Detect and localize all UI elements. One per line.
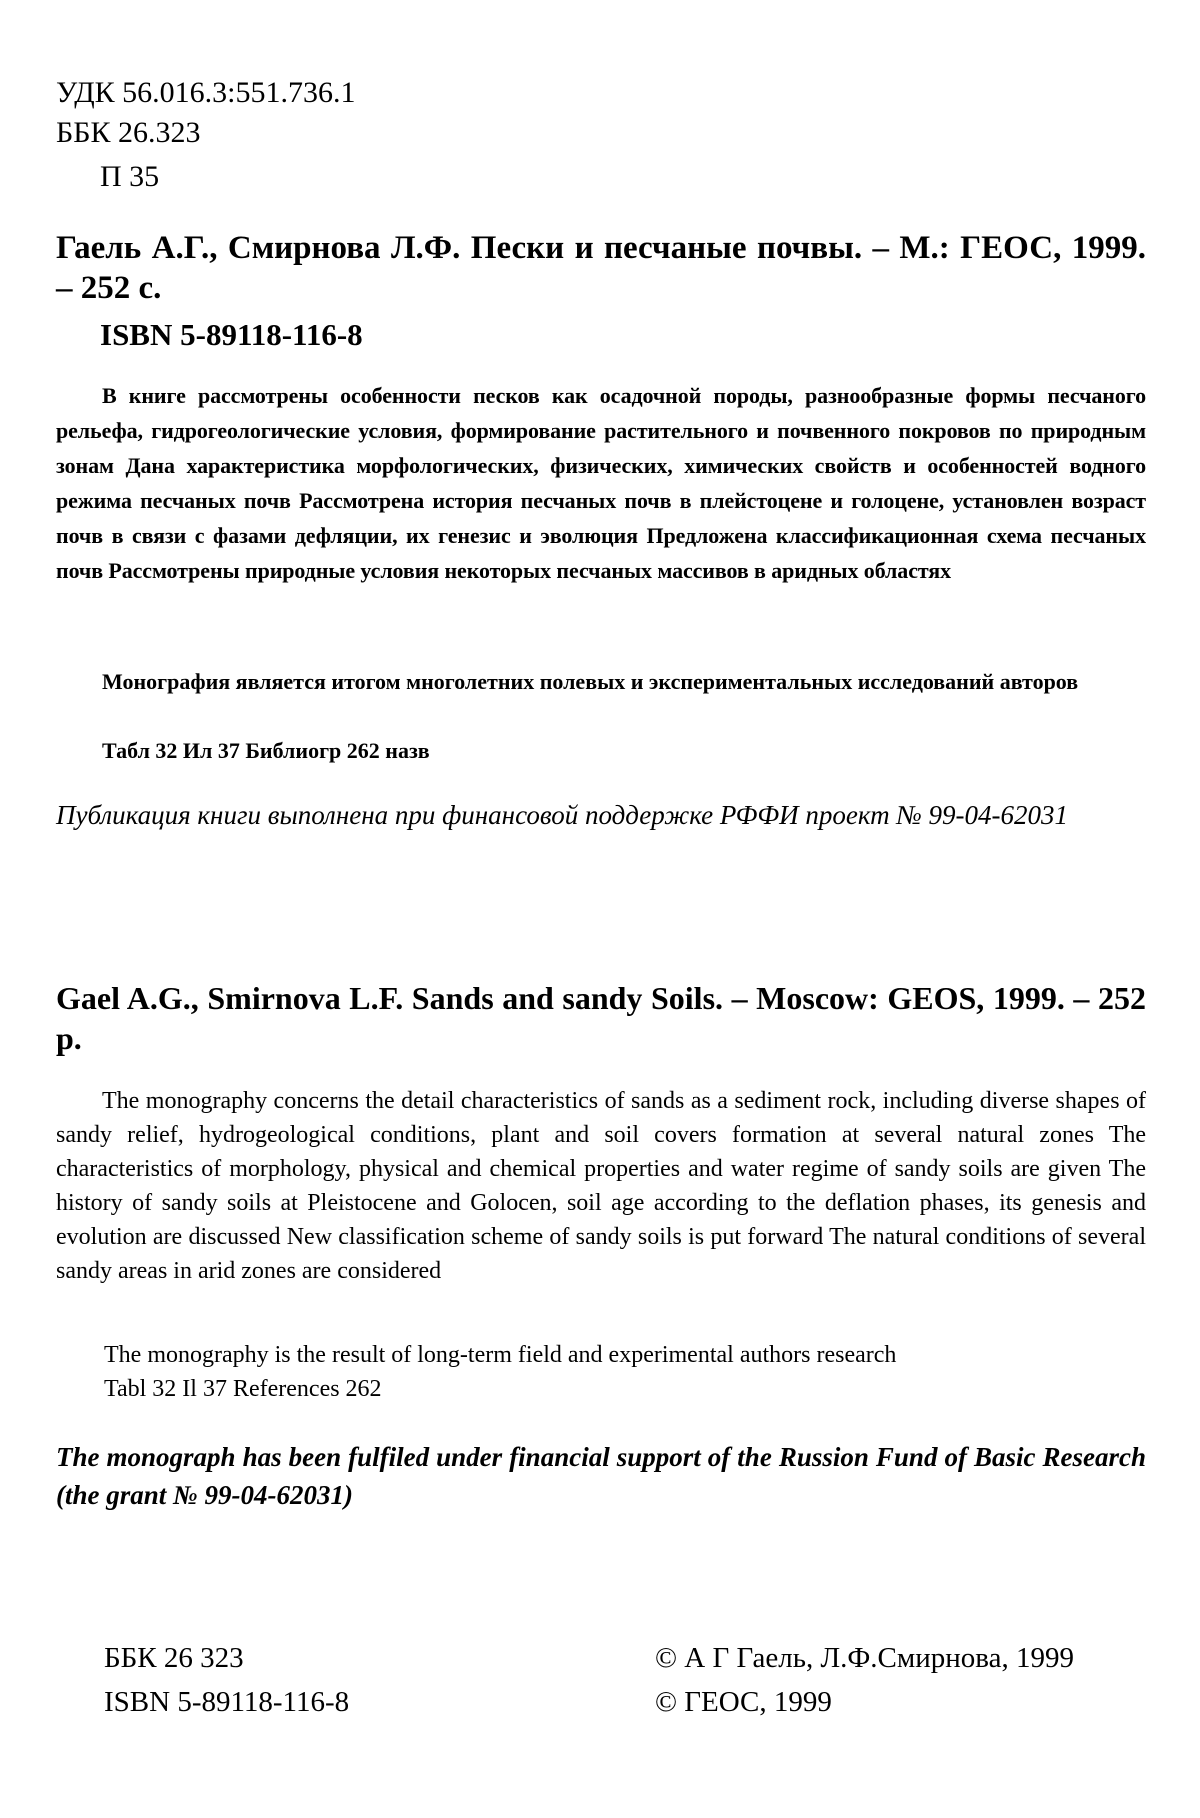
english-abstract-text: The monography concerns the detail characteristics of sands as a sediment rock, including diverse shapes of sandy relief, hydrogeological conditions, plant and soil covers formation at several natural zones The characteristics of morphology, physical and chemical properties and water regime of sandy soils are given The history of sandy soils at Pleistocene and Golocen, soil age according to the deflation phases, its genesis and evolution are discussed New classification scheme of sandy soils is put forward The natural conditions of several sandy areas in arid zones are considered <box>56 1088 1146 1284</box>
russian-citation: Гаель А.Г., Смирнова Л.Ф. Пески и песчаные почвы. – М.: ГЕОС, 1999. – 252 с. <box>56 230 1146 306</box>
russian-monograph-note-text: Монография является итогом многолетних полевых и экспериментальных исследований авторов <box>102 669 1079 694</box>
russian-isbn: ISBN 5-89118-116-8 <box>100 317 363 352</box>
russian-tables-figures: Табл 32 Ил 37 Библиогр 262 назв <box>102 738 430 763</box>
copyright-authors: © А Г Гаель, Л.Ф.Смирнова, 1999 <box>655 1642 1074 1674</box>
russian-abstract-text: В книге рассмотрены особенности песков как осадочной породы, разнообразные формы песчаного рельефа, гидрогеологические условия, формирование растительного и почвенного покровов по природным зонам Дана характеристика морфологических, физических, химических свойств и особенностей водного режима песчаных почв Рассмотрена история песчаных почв в плейстоцене и голоцене, установлен возраст почв в связи с фазами дефляции, их генезис и эволюция Предложена классификационная схема песчаных почв Рассмотрены природные условия некоторых песчаных массивов в аридных областях <box>56 383 1146 583</box>
russian-funding-note: Публикация книги выполнена при финансовой поддержке РФФИ проект № 99-04-62031 <box>56 800 1069 830</box>
english-funding-note: The monograph has been fulfiled under financial support of the Russion Fund of Basic Research (the grant № 99-04-62031) <box>56 1442 1146 1510</box>
russian-abstract <box>56 378 1146 588</box>
russian-monograph-note <box>56 664 1146 699</box>
english-tables-figures: Tabl 32 Il 37 References 262 <box>104 1376 382 1402</box>
author-mark: П 35 <box>100 160 160 193</box>
footer-bbk: ББК 26 323 <box>104 1642 244 1674</box>
english-citation: Gael A.G., Smirnova L.F. Sands and sandy Soils. – Moscow: GEOS, 1999. – 252 p. <box>56 980 1146 1056</box>
udk-code: УДК 56.016.3:551.736.1 <box>56 76 356 109</box>
bbk-code: ББК 26.323 <box>56 116 201 149</box>
footer-isbn: ISBN 5-89118-116-8 <box>104 1686 350 1718</box>
copyright-publisher: © ГЕОС, 1999 <box>655 1686 832 1718</box>
english-abstract <box>56 1084 1146 1288</box>
english-monograph-note: The monography is the result of long-term field and experimental authors research <box>104 1342 897 1368</box>
